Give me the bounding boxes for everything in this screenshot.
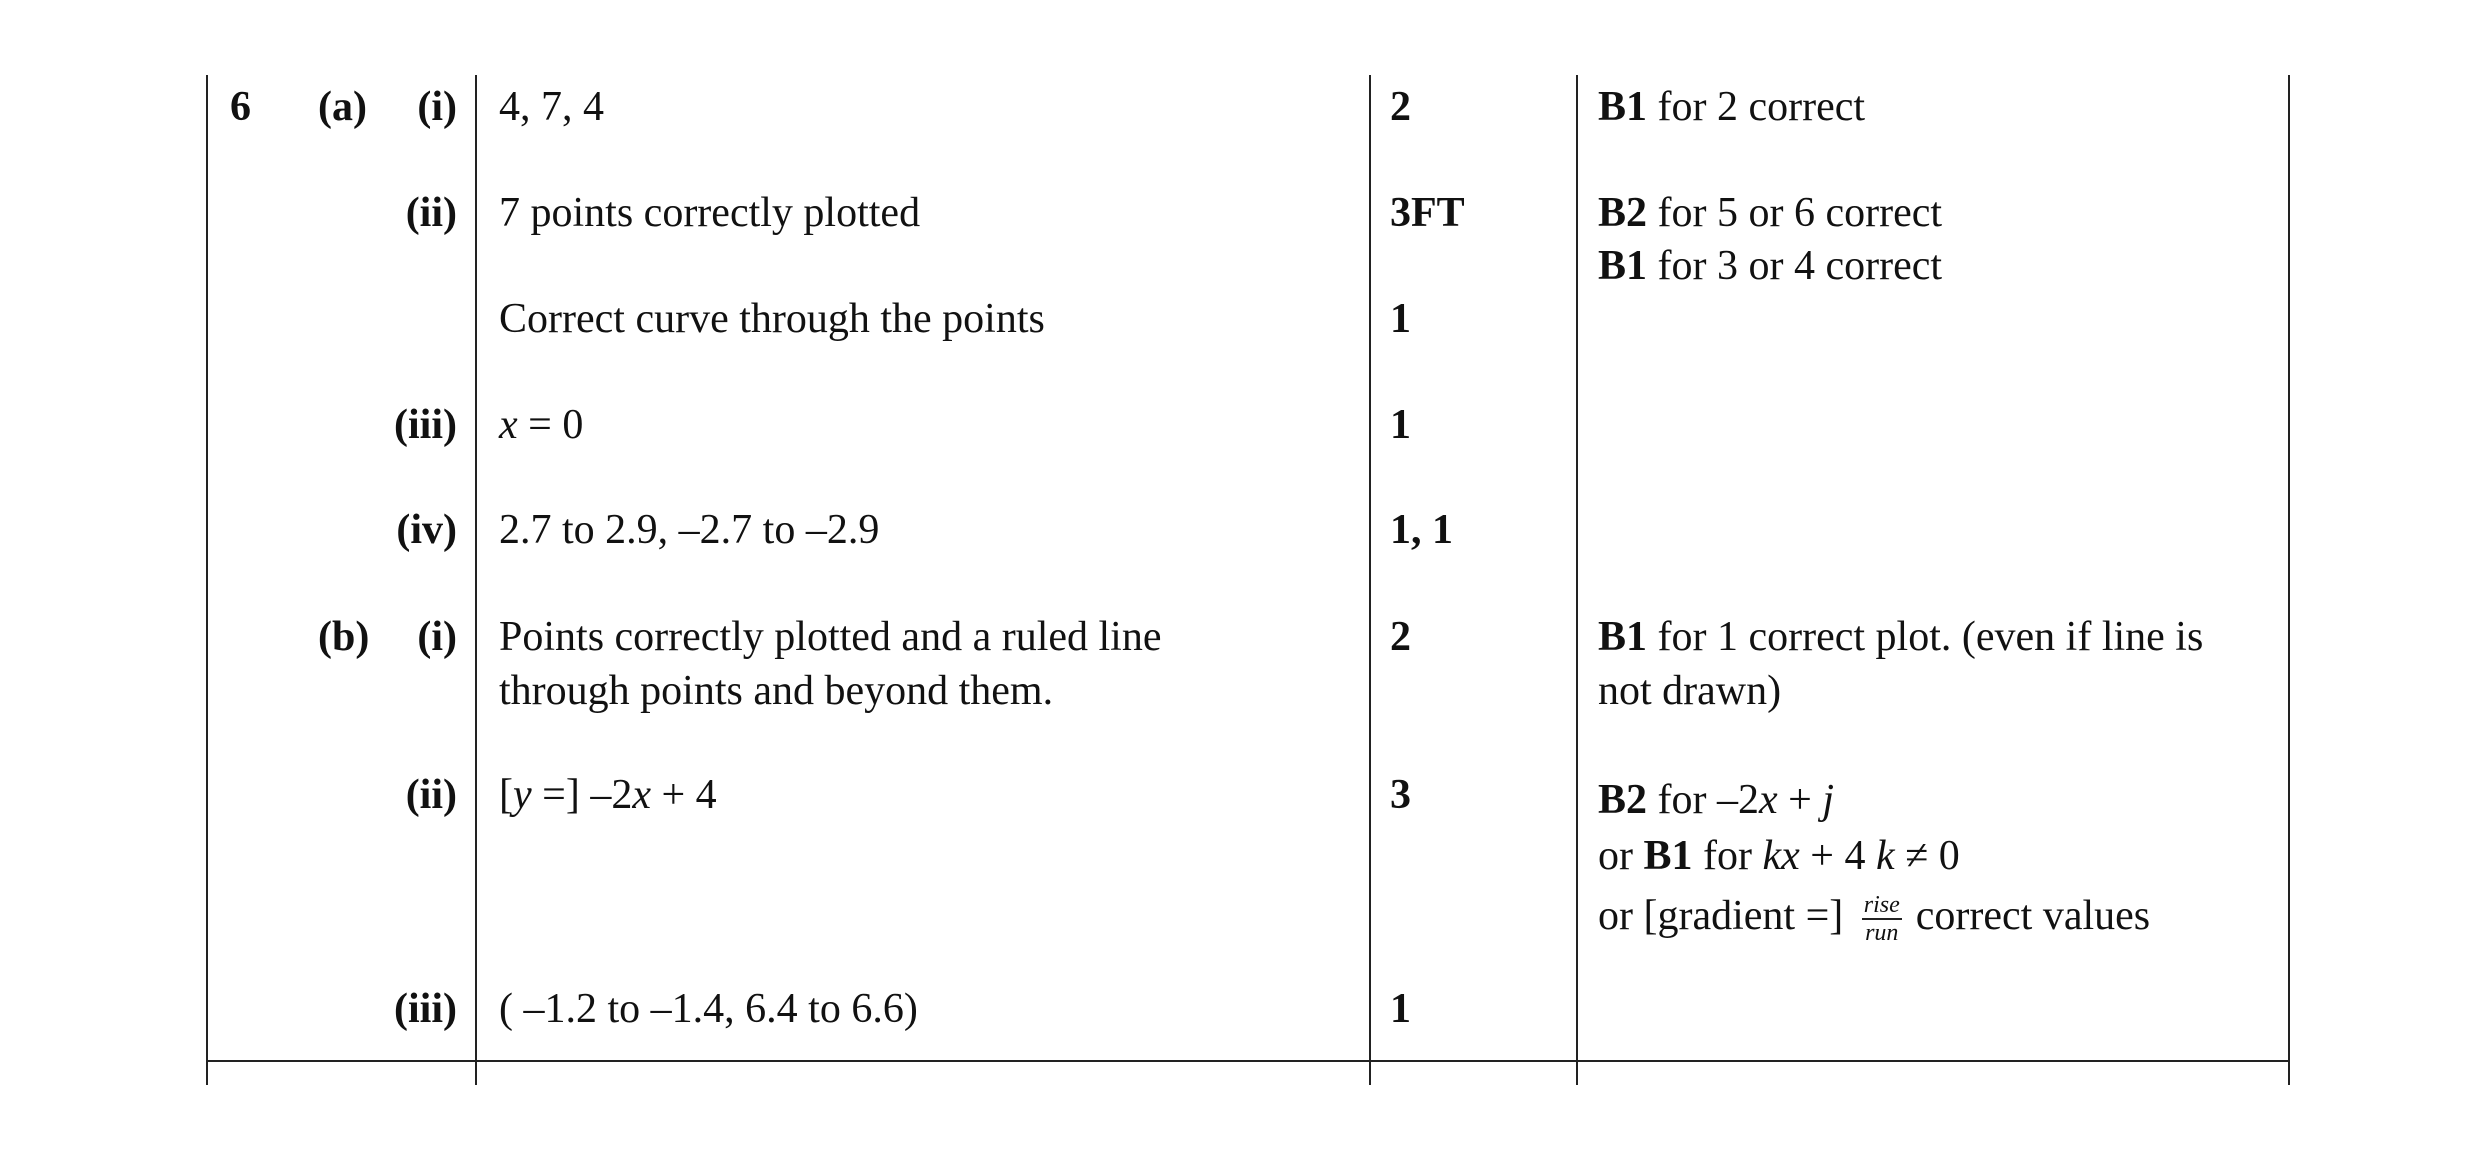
answer-a-iii bbox=[499, 398, 583, 452]
note-code: B1 bbox=[1598, 243, 1648, 289]
note-b-ii-1 bbox=[1598, 773, 1834, 827]
answer-text: = 0 bbox=[517, 402, 584, 448]
sub-label-b-iii: (iii) bbox=[394, 986, 457, 1032]
answer-a-ii: 7 points correctly plotted bbox=[499, 190, 921, 236]
var-k: k bbox=[1875, 833, 1895, 879]
question-number: 6 bbox=[230, 84, 251, 130]
part-label-b: (b) bbox=[318, 614, 370, 660]
divider-mark-notes bbox=[1576, 75, 1578, 1085]
mark-a-iv: 1, 1 bbox=[1390, 507, 1453, 553]
var-kx: kx bbox=[1762, 833, 1800, 879]
note-text: or [gradient =] bbox=[1598, 893, 1854, 939]
answer-b-ii bbox=[499, 768, 717, 822]
note-a-ii-2 bbox=[1598, 239, 1942, 293]
note-a-ii-1 bbox=[1598, 186, 1942, 240]
mark-b-iii: 1 bbox=[1390, 986, 1411, 1032]
answer-b-i-line1: Points correctly plotted and a ruled line bbox=[499, 614, 1162, 660]
rise-over-run-fraction bbox=[1862, 892, 1902, 946]
var-x: x bbox=[632, 772, 651, 818]
var-y: y bbox=[513, 772, 532, 818]
note-code: B2 bbox=[1598, 777, 1648, 823]
answer-text: [ bbox=[499, 772, 513, 818]
note-text: for bbox=[1692, 833, 1763, 879]
part-label-a: (a) bbox=[318, 84, 367, 130]
note-a-i bbox=[1598, 80, 1865, 134]
note-text: + bbox=[1777, 777, 1823, 823]
mark-b-i: 2 bbox=[1390, 614, 1411, 660]
answer-b-iii: ( –1.2 to –1.4, 6.4 to 6.6) bbox=[499, 986, 918, 1032]
note-b-ii-3 bbox=[1598, 889, 2150, 946]
divider-answer-mark bbox=[1369, 75, 1371, 1085]
note-text: or bbox=[1598, 833, 1644, 879]
note-text: ≠ 0 bbox=[1894, 833, 1960, 879]
answer-a-i: 4, 7, 4 bbox=[499, 84, 604, 130]
sub-label-a-iii: (iii) bbox=[394, 402, 457, 448]
sub-label-a-iv: (iv) bbox=[396, 507, 457, 553]
note-text: for 1 correct plot. (even if line is bbox=[1647, 614, 2204, 660]
sub-label-b-ii: (ii) bbox=[405, 772, 457, 818]
mark-curve: 1 bbox=[1390, 296, 1411, 342]
left-border bbox=[206, 75, 208, 1085]
note-text: for 3 or 4 correct bbox=[1647, 243, 1943, 289]
mark-a-i: 2 bbox=[1390, 84, 1411, 130]
note-b-ii-2 bbox=[1598, 829, 1960, 883]
sub-label-b-i: (i) bbox=[417, 614, 457, 660]
var-j: j bbox=[1822, 777, 1835, 823]
answer-text: =] –2 bbox=[531, 772, 633, 818]
answer-curve: Correct curve through the points bbox=[499, 296, 1045, 342]
bottom-border bbox=[206, 1060, 2290, 1062]
note-text: + 4 bbox=[1799, 833, 1876, 879]
fraction-numerator: rise bbox=[1863, 892, 1900, 919]
mark-b-ii: 3 bbox=[1390, 772, 1411, 818]
note-code: B1 bbox=[1643, 833, 1693, 879]
note-text: for –2 bbox=[1647, 777, 1759, 823]
var-x: x bbox=[499, 402, 518, 448]
divider-part-answer bbox=[475, 75, 477, 1085]
var-x: x bbox=[1759, 777, 1778, 823]
fraction-denominator: run bbox=[1865, 920, 1899, 947]
note-text: for 2 correct bbox=[1647, 84, 1866, 130]
sub-label-a-ii: (ii) bbox=[405, 190, 457, 236]
note-b-i-1 bbox=[1598, 610, 2203, 664]
mark-a-ii: 3FT bbox=[1390, 190, 1465, 236]
note-code: B1 bbox=[1598, 84, 1648, 130]
note-b-i-2: not drawn) bbox=[1598, 668, 1782, 714]
answer-b-i-line2: through points and beyond them. bbox=[499, 668, 1054, 714]
mark-a-iii: 1 bbox=[1390, 402, 1411, 448]
note-code: B1 bbox=[1598, 614, 1648, 660]
sub-label-a-i: (i) bbox=[417, 84, 457, 130]
note-text: for 5 or 6 correct bbox=[1647, 190, 1943, 236]
answer-a-iv: 2.7 to 2.9, –2.7 to –2.9 bbox=[499, 507, 880, 553]
note-code: B2 bbox=[1598, 190, 1648, 236]
answer-text: + 4 bbox=[651, 772, 717, 818]
note-text: correct values bbox=[1915, 893, 2151, 939]
right-border bbox=[2288, 75, 2290, 1085]
